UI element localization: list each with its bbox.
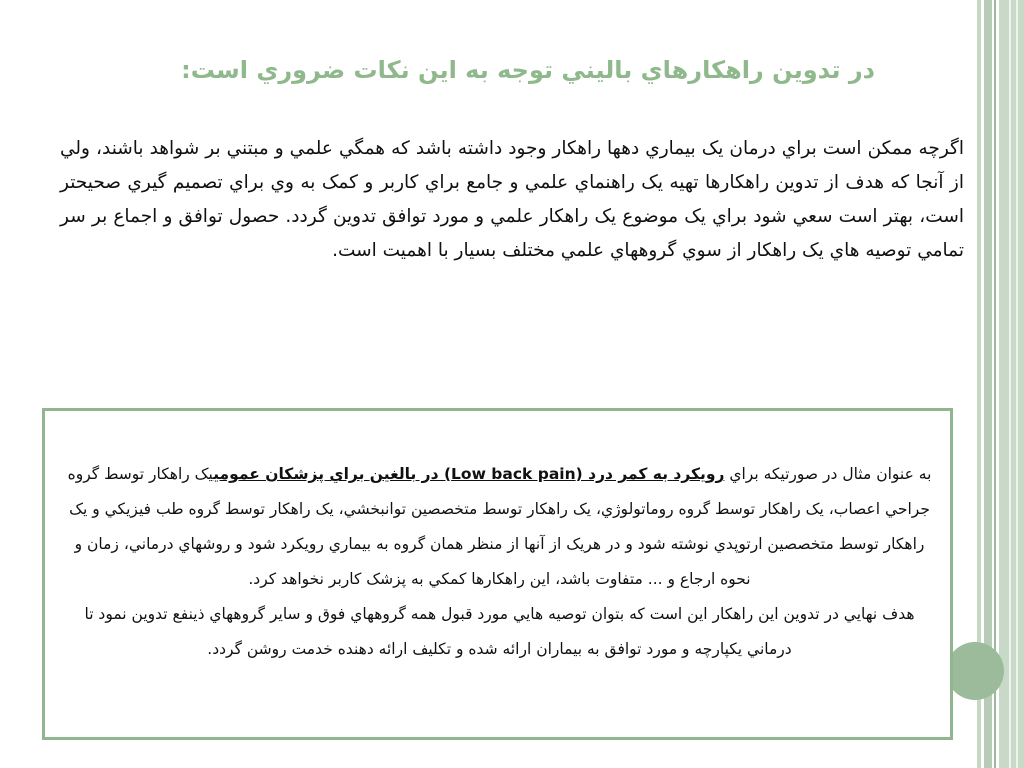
decorative-circle [946, 642, 1004, 700]
body-paragraph: اگرچه ممكن است براي درمان يک بيماري دهها راهكار وجود داشته باشد كه همگي علمي و مبتني بر شواهد باشند، ولي از آنجا كه هدف از تدوين راهكارها تهيه يک راهنماي علمي و جامع براي كاربر و كمک به وي براي تصميم گيري صحيحتر است، بهتر است سعي شود براي يک موضوع يک راهكار علمي و مورد توافق تدوين گردد. حصول توافق و اجماع بر سر تمامي توصيه هاي يک راهكار از سوي گروههاي علمي مختلف بسيار با اهميت است. [60, 138, 964, 261]
example-rest-text: يک راهكار توسط گروه جراحي اعصاب، يک راهكار توسط گروه روماتولوژي، يک راهكار توسط متخصصين توانبخشي، يک راهكار توسط گروه طب فيزيكي و يک راهكار توسط متخصصين ارتوپدي نوشته شود و در هريک از آنها از منظر همان گروه به بيماري رويكرد شود و روشهاي درماني، زمان و نحوه ارجاع و ... متفاوت باشد، اين راهكارها كمكي به پزشک كاربر نخواهد كرد. [67, 465, 930, 588]
decorative-stripe [1009, 0, 1011, 768]
example-paragraph-1 [63, 457, 936, 597]
decorative-stripe [1016, 0, 1018, 768]
example-paragraph-2: هدف نهايي در تدوين اين راهكار اين است كه بتوان توصيه هايي مورد قبول همه گروههاي فوق و ساير گروههاي ذينفع تدوين نمود تا درماني يكپارچه و مورد توافق به بيماران ارائه شده و تكليف ارائه دهنده خدمت روشن گردد. [84, 605, 915, 658]
example-box-content [63, 457, 936, 667]
example-lead-text: به عنوان مثال در صورتيكه براي [724, 465, 932, 483]
decorative-stripe [999, 0, 1024, 768]
example-topic-link[interactable]: رويكرد به كمر درد (Low back pain) در بالغين براي پزشكان عمومي [213, 465, 725, 483]
example-box [42, 408, 953, 740]
slide-title: در تدوين راهكارهاي باليني توجه به اين نكات ضروري است: [181, 56, 875, 84]
